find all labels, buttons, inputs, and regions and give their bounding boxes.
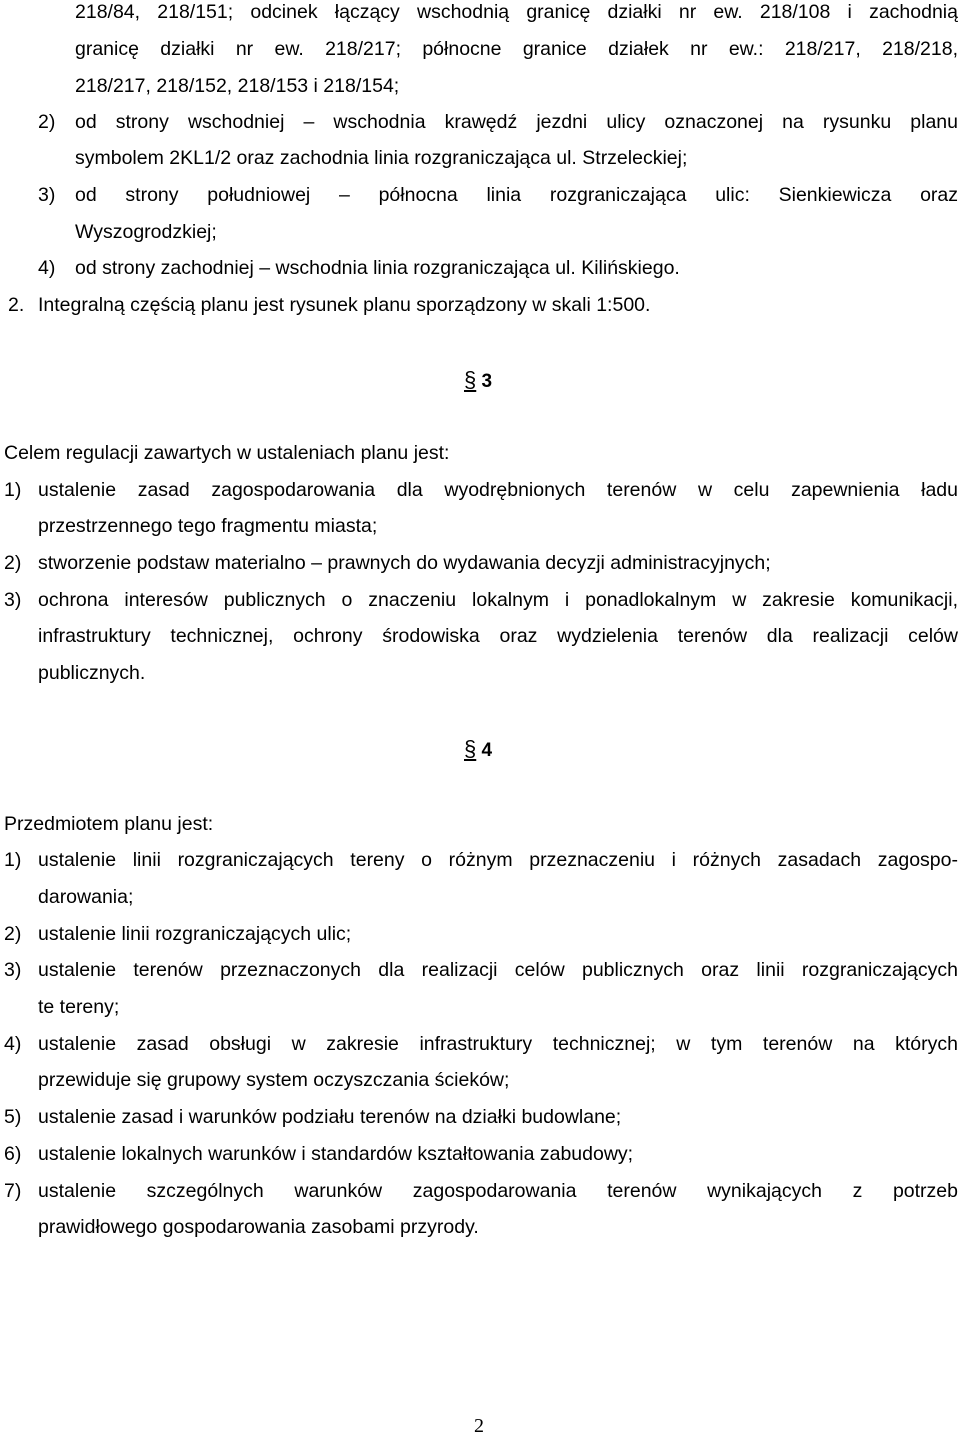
intro-item-3-line-2: Wyszogrodzkiej; bbox=[75, 221, 217, 243]
s4-item-1-line-1: ustalenie linii rozgraniczających tereny o różnym przeznaczeniu i różnych zasadach zagospo- bbox=[38, 849, 958, 871]
intro-line-2: granicę działki nr ew. 218/217; północne granice działek nr ew.: 218/217, 218/218, bbox=[75, 38, 958, 60]
s3-item-3-line-1: ochrona interesów publicznych o znaczeniu lokalnym i ponadlokalnym w zakresie komunikacji, bbox=[38, 589, 958, 611]
s3-item-1-line-2: przestrzennego tego fragmentu miasta; bbox=[38, 515, 378, 537]
s4-item-7-line-2: prawidłowego gospodarowania zasobami przyrody. bbox=[38, 1216, 479, 1238]
intro-item-3-number: 3) bbox=[38, 184, 56, 206]
intro-item-2-line-1: od strony wschodniej – wschodnia krawędź jezdni ulicy oznaczonej na rysunku planu bbox=[75, 111, 958, 133]
s4-item-6-number: 6) bbox=[4, 1143, 22, 1165]
s3-item-1-line-1: ustalenie zasad zagospodarowania dla wyodrębnionych terenów w celu zapewnienia ładu bbox=[38, 479, 958, 501]
s4-item-4-number: 4) bbox=[4, 1033, 22, 1055]
s3-item-3-line-2: infrastruktury technicznej, ochrony środowiska oraz wydzielenia terenów dla realizacji celów bbox=[38, 625, 958, 647]
intro-item-3-line-1: od strony południowej – północna linia rozgraniczająca ulic: Sienkiewicza oraz bbox=[75, 184, 958, 206]
section-3-lead: Celem regulacji zawartych w ustaleniach planu jest: bbox=[4, 442, 450, 464]
intro-item-2-line-2: symbolem 2KL1/2 oraz zachodnia linia rozgraniczająca ul. Strzeleckiej; bbox=[75, 147, 688, 169]
s4-item-4-line-1: ustalenie zasad obsługi w zakresie infrastruktury technicznej; w tym terenów na których bbox=[38, 1033, 958, 1055]
section-4-lead: Przedmiotem planu jest: bbox=[4, 813, 214, 835]
section-3-heading bbox=[464, 368, 492, 394]
s4-item-5-number: 5) bbox=[4, 1106, 22, 1128]
s4-item-1-line-2: darowania; bbox=[38, 886, 134, 908]
intro-line-1: 218/84, 218/151; odcinek łączący wschodnią granicę działki nr ew. 218/108 i zachodnią bbox=[75, 1, 958, 23]
section-4-number: 4 bbox=[481, 740, 493, 761]
s4-item-3-line-2: te tereny; bbox=[38, 996, 120, 1018]
s4-item-5-line-1: ustalenie zasad i warunków podziału terenów na działki budowlane; bbox=[38, 1106, 622, 1128]
section-3-number: 3 bbox=[481, 371, 493, 392]
s3-item-2-line-1: stworzenie podstaw materialno – prawnych do wydawania decyzji administracyjnych; bbox=[38, 552, 771, 574]
s4-item-4-line-2: przewiduje się grupowy system oczyszczania ścieków; bbox=[38, 1069, 510, 1091]
s4-item-7-line-1: ustalenie szczególnych warunków zagospodarowania terenów wynikających z potrzeb bbox=[38, 1180, 958, 1202]
intro-line-3: 218/217, 218/152, 218/153 i 218/154; bbox=[75, 75, 400, 97]
section-4-heading bbox=[464, 737, 492, 763]
s4-item-3-line-1: ustalenie terenów przeznaczonych dla realizacji celów publicznych oraz linii rozgraniczających bbox=[38, 959, 958, 981]
page-number: 2 bbox=[474, 1415, 484, 1437]
s4-item-1-number: 1) bbox=[4, 849, 22, 871]
s3-item-3-line-3: publicznych. bbox=[38, 662, 146, 684]
point-2-text: Integralną częścią planu jest rysunek planu sporządzony w skali 1:500. bbox=[38, 294, 651, 316]
s4-item-7-number: 7) bbox=[4, 1180, 22, 1202]
section-symbol: § bbox=[464, 367, 477, 392]
s4-item-6-line-1: ustalenie lokalnych warunków i standardów kształtowania zabudowy; bbox=[38, 1143, 634, 1165]
intro-item-2-number: 2) bbox=[38, 111, 56, 133]
s3-item-2-number: 2) bbox=[4, 552, 22, 574]
intro-item-4-line-1: od strony zachodniej – wschodnia linia rozgraniczająca ul. Kilińskiego. bbox=[75, 257, 680, 279]
point-2-number: 2. bbox=[8, 294, 25, 316]
section-symbol: § bbox=[464, 736, 477, 761]
s3-item-1-number: 1) bbox=[4, 479, 22, 501]
s4-item-2-line-1: ustalenie linii rozgraniczających ulic; bbox=[38, 923, 352, 945]
intro-item-4-number: 4) bbox=[38, 257, 56, 279]
s4-item-3-number: 3) bbox=[4, 959, 22, 981]
s4-item-2-number: 2) bbox=[4, 923, 22, 945]
s3-item-3-number: 3) bbox=[4, 589, 22, 611]
